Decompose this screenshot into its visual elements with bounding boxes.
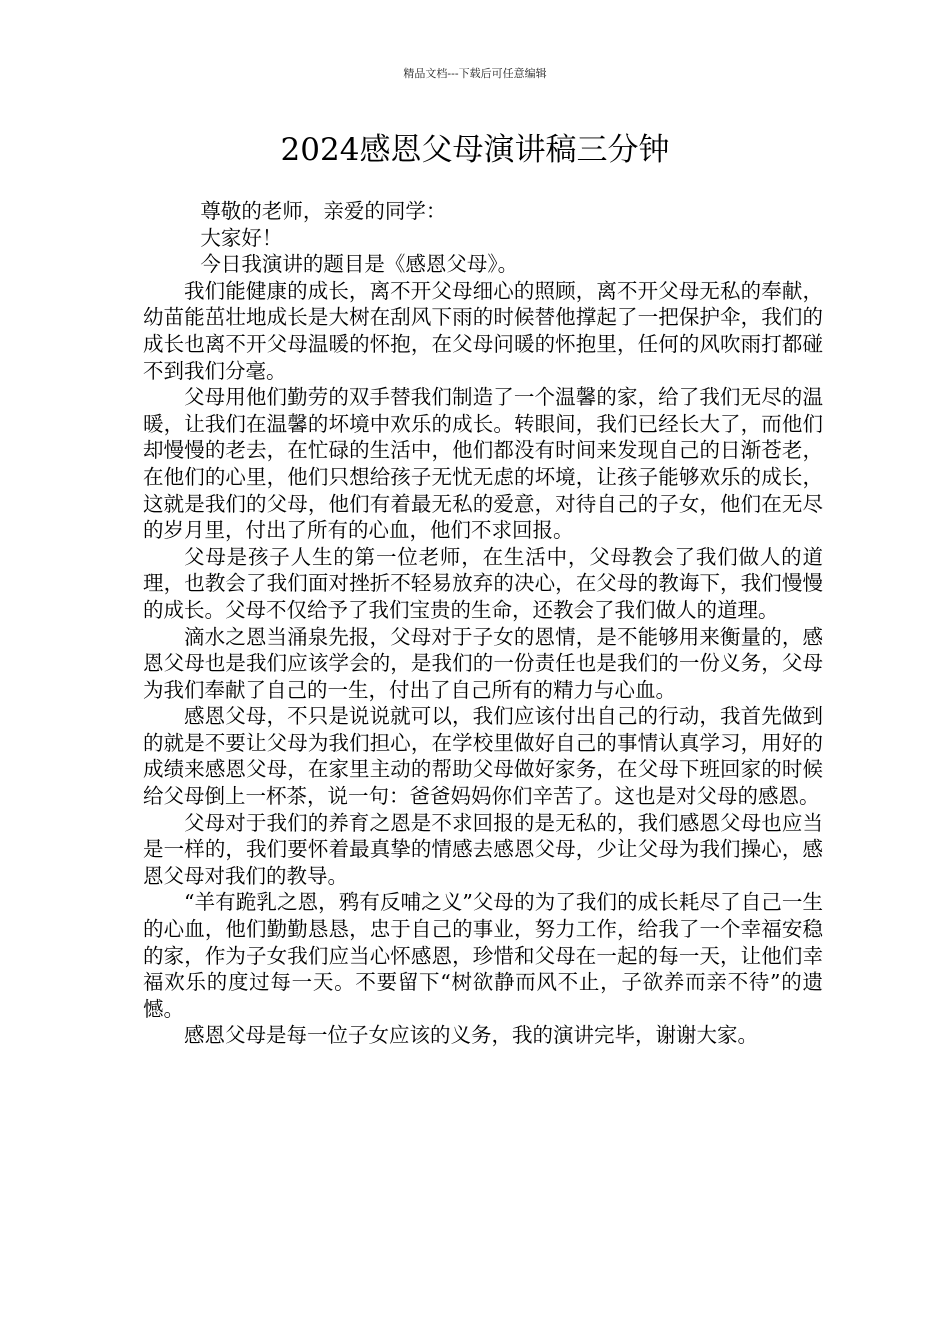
paragraph-topic: 今日我演讲的题目是《感恩父母》。 bbox=[200, 252, 519, 277]
paragraph: 我们能健康的成长，离不开父母细心的照顾，离不开父母无私的奉献，幼苗能茁壮地成长是大树在刮风下雨的时候替他撑起了一把保护伞，我们的成长也离不开父母温暖的怀抱，在父母问暖的怀抱里，任何的风吹雨打都碰不到我们分毫。 bbox=[143, 278, 823, 383]
paragraph: 父母是孩子人生的第一位老师，在生活中，父母教会了我们做人的道理，也教会了我们面对挫折不轻易放弃的决心，在父母的教诲下，我们慢慢的成长。父母不仅给予了我们宝贵的生命，还教会了我们做人的道理。 bbox=[143, 544, 823, 622]
paragraph-greeting: 大家好！ bbox=[200, 225, 283, 250]
paragraph: 滴水之恩当涌泉先报，父母对于子女的恩情，是不能够用来衡量的，感恩父母也是我们应该学会的，是我们的一份责任也是我们的一份义务，父母为我们奉献了自己的一生，付出了自己所有的精力与心血。 bbox=[143, 624, 823, 702]
document-body bbox=[143, 198, 823, 1049]
paragraph: 父母用他们勤劳的双手替我们制造了一个温馨的家，给了我们无尽的温暖，让我们在温馨的坏境中欢乐的成长。转眼间，我们已经长大了，而他们却慢慢的老去，在忙碌的生活中，他们都没有时间来发现自己的日渐苍老，在他们的心里，他们只想给孩子无忧无虑的坏境，让孩子能够欢乐的成长，这就是我们的父母，他们有着最无私的爱意，对待自己的子女，他们在无尽的岁月里，付出了所有的心血，他们不求回报。 bbox=[143, 385, 823, 543]
paragraph-quote: “羊有跪乳之恩，鸦有反哺之义”父母的为了我们的成长耗尽了自己一生的心血，他们勤勤恳恳，忠于自己的事业，努力工作，给我了一个幸福安稳的家，作为子女我们应当心怀感恩，珍惜和父母在一起的每一天，让他们幸福欢乐的度过每一天。不要留下“树欲静而风不止，子欲养而亲不待”的遗憾。 bbox=[143, 890, 823, 1021]
paragraph: 感恩父母，不只是说说就可以，我们应该付出自己的行动，我首先做到的就是不要让父母为我们担心，在学校里做好自己的事情认真学习，用好的成绩来感恩父母，在家里主动的帮助父母做好家务，在父母下班回家的时候给父母倒上一杯茶，说一句：爸爸妈妈你们辛苦了。这也是对父母的感恩。 bbox=[143, 704, 823, 809]
paragraph-closing: 感恩父母是每一位子女应该的义务，我的演讲完毕，谢谢大家。 bbox=[184, 1023, 758, 1048]
header-note: 精品文档---下载后可任意编辑 bbox=[403, 67, 547, 80]
paragraph: 父母对于我们的养育之恩是不求回报的是无私的，我们感恩父母也应当是一样的，我们要怀着最真挚的情感去感恩父母，少让父母为我们操心，感恩父母对我们的教导。 bbox=[143, 810, 823, 888]
document-title: 2024感恩父母演讲稿三分钟 bbox=[280, 132, 670, 168]
paragraph-salutation: 尊敬的老师，亲爱的同学： bbox=[200, 199, 447, 223]
